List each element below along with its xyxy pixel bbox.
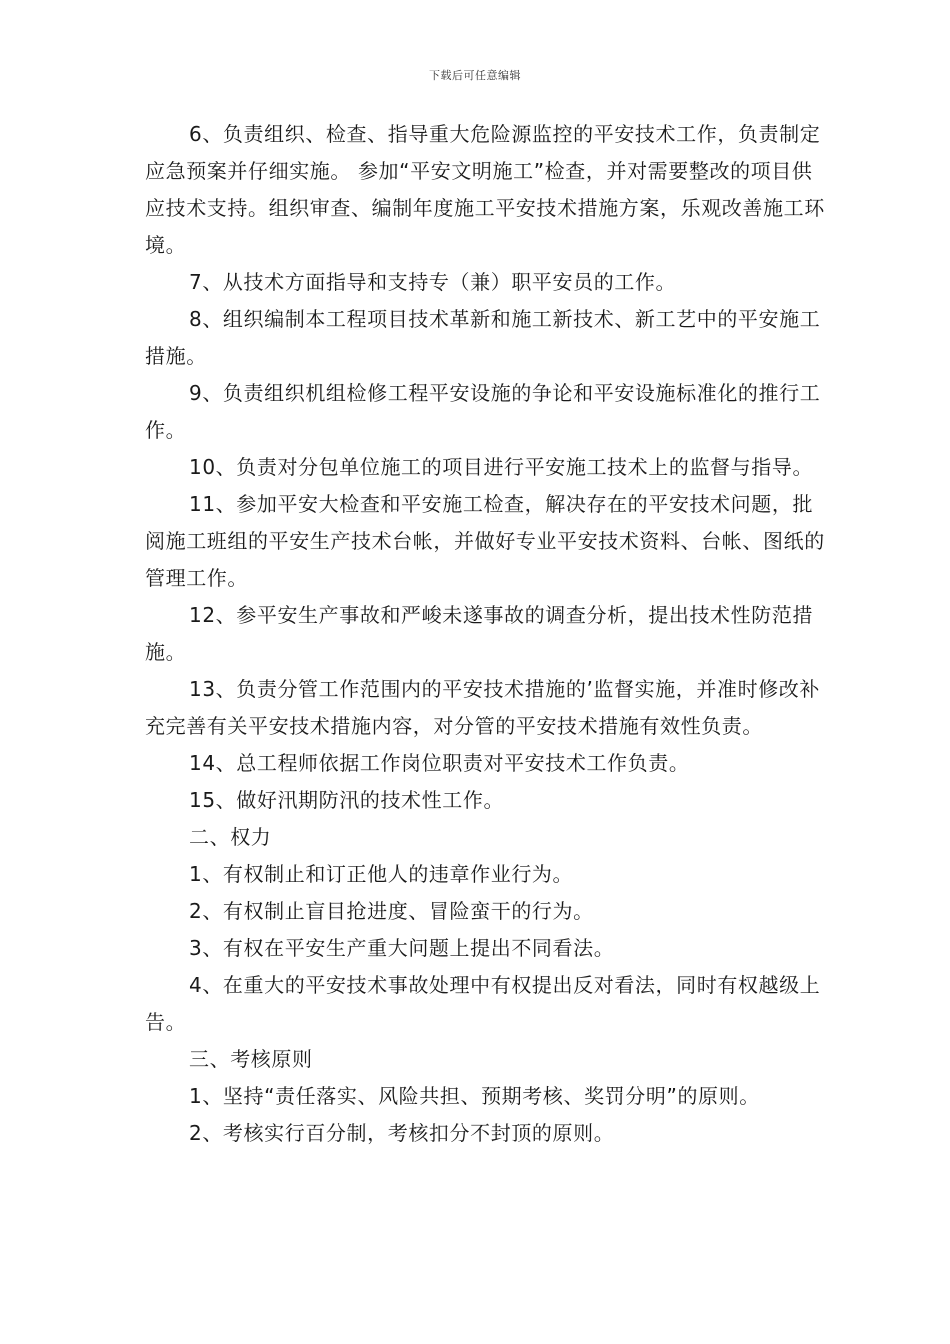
paragraph-item-12: 12、参平安生产事故和严峻未遂事故的调查分析，提出技术性防范措施。 [145, 603, 814, 664]
paragraph-item-9: 9、负责组织机组检修工程平安设施的争论和平安设施标准化的推行工作。 [145, 381, 821, 442]
section-heading-assessment: 三、考核原则 [189, 1047, 313, 1071]
paragraph-item-7: 7、从技术方面指导和支持专（兼）职平安员的工作。 [189, 270, 677, 294]
power-item-3: 3、有权在平安生产重大问题上提出不同看法。 [189, 936, 615, 960]
power-item-2: 2、有权制止盲目抢进度、冒险蛮干的行为。 [189, 899, 594, 923]
paragraph-item-8: 8、组织编制本工程项目技术革新和施工新技术、新工艺中的平安施工措施。 [145, 307, 821, 368]
paragraph-item-15: 15、做好汛期防汛的技术性工作。 [189, 788, 505, 812]
section-heading-powers: 二、权力 [189, 825, 272, 849]
paragraph-item-13: 13、负责分管工作范围内的平安技术措施的’监督实施，并准时修改补充完善有关平安技术措施内容，对分管的平安技术措施有效性负责。 [145, 677, 821, 738]
assessment-item-2: 2、考核实行百分制，考核扣分不封顶的原则。 [189, 1121, 615, 1145]
power-item-1: 1、有权制止和订正他人的违章作业行为。 [189, 862, 574, 886]
assessment-item-1: 1、坚持“责任落实、风险共担、预期考核、奖罚分明”的原则。 [189, 1084, 760, 1108]
document-body [145, 116, 825, 1152]
paragraph-item-10: 10、负责对分包单位施工的项目进行平安施工技术上的监督与指导。 [189, 455, 814, 479]
power-item-4: 4、在重大的平安技术事故处理中有权提出反对看法，同时有权越级上告。 [145, 973, 821, 1034]
page-header: 下载后可任意编辑 [429, 69, 521, 82]
paragraph-item-6: 6、负责组织、检查、指导重大危险源监控的平安技术工作，负责制定应急预案并仔细实施。 参加“平安文明施工”检查，并对需要整改的项目供应技术支持。组织审查、编制年度施工平安技术措施方案，乐观改善施工环境。 [145, 122, 825, 257]
paragraph-item-11: 11、参加平安大检查和平安施工检查，解决存在的平安技术问题，批阅施工班组的平安生产技术台帐，并做好专业平安技术资料、台帐、图纸的管理工作。 [145, 492, 825, 590]
paragraph-item-14: 14、总工程师依据工作岗位职责对平安技术工作负责。 [189, 751, 690, 775]
